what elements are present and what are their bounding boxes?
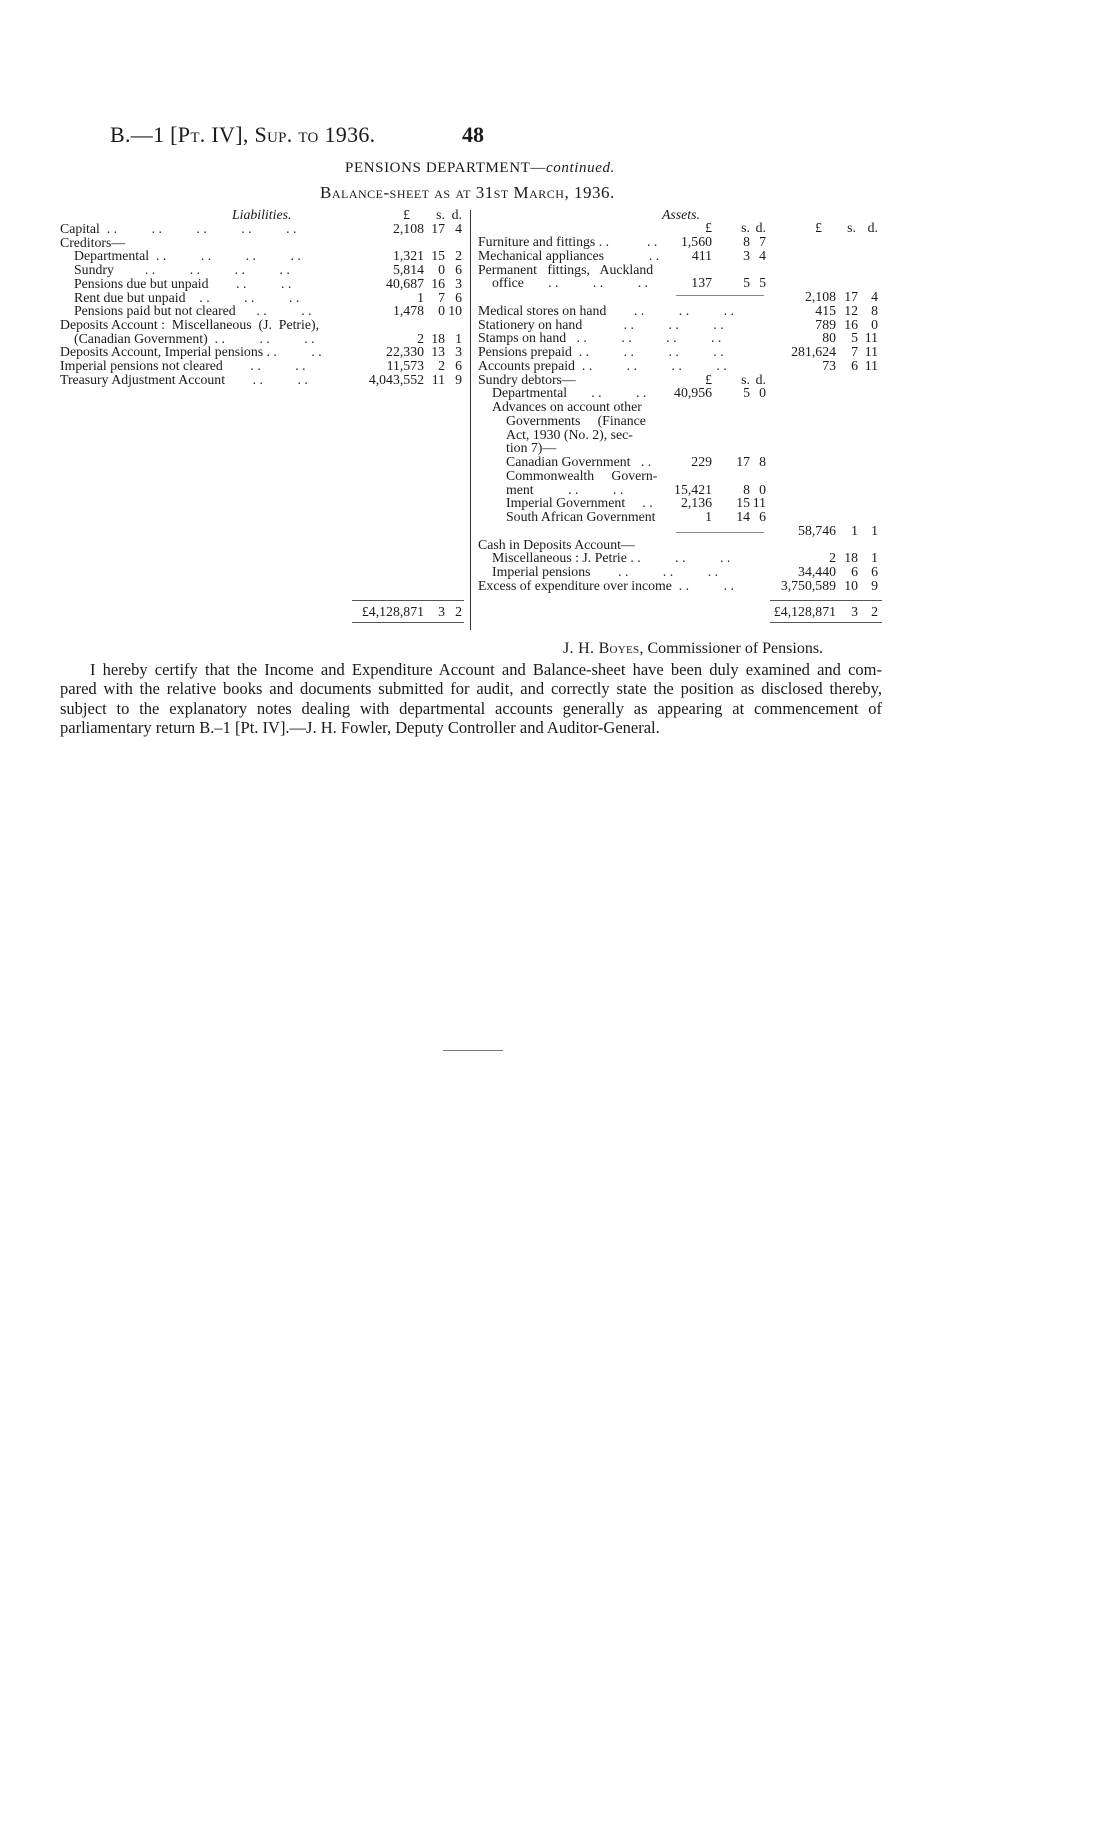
assets-outer-pence: 8 [871,302,878,318]
assets-row-label: Departmental . . . . [492,385,647,401]
assets-outer-shillings: 12 [844,302,858,318]
assets-row-label: South African Government [506,509,656,524]
liab-row-label: (Canadian Government) . . . . . . [74,330,315,346]
assets-header-inner-shillings: s. [741,220,750,235]
assets-row-label: Cash in Deposits Account— [478,536,635,552]
liab-row-label: Departmental . . . . . . . . [74,248,301,264]
assets-row-label: Governments (Finance [506,412,646,428]
assets-subtotal-rule-2 [676,532,764,533]
liab-row-label: Creditors— [60,234,126,250]
liab-row-shillings: 18 [431,330,445,346]
liab-row-label: Deposits Account : Miscellaneous (J. Petrie), [60,316,320,332]
assets-row-label: Advances on account other [492,399,642,414]
assets-inner-pounds: £ [705,371,712,387]
assets-inner-pounds: 1 [705,509,712,524]
liab-row-pounds: 1 [417,289,424,305]
assets-header-inner-pounds: £ [705,220,712,235]
assets-inner-pounds: 2,136 [680,495,712,511]
assets-total-pounds: £4,128,871 [773,604,836,619]
assets-inner-pounds: 411 [691,247,712,263]
liab-row-pence: 6 [455,289,462,305]
assets-inner-pounds: 1,560 [680,234,712,249]
assets-row-label: Canadian Government . . [506,454,652,469]
liab-row-label: Rent due but unpaid . . . . . . [74,289,300,305]
liabilities-heading: Liabilities. [232,207,292,222]
liab-header-pounds: £ [403,207,410,222]
liab-row-pence: 9 [455,371,462,387]
liab-row-pounds: 11,573 [386,358,424,373]
liab-row-label: Treasury Adjustment Account . . . . [60,371,308,387]
liab-row-pence: 1 [455,330,462,346]
assets-header-outer-pence: d. [867,220,878,235]
assets-inner-pence: d. [755,371,766,387]
assets-outer-pence: 4 [871,289,878,304]
assets-inner-pounds: 229 [691,454,712,469]
assets-inner-shillings: 5 [743,385,750,401]
assets-row-label: Accounts prepaid . . . . . . . . [478,357,727,373]
assets-row-label: Permanent fittings, Auckland [478,261,654,277]
assets-inner-pounds: 40,956 [674,385,712,401]
assets-outer-shillings: 7 [851,344,858,359]
assets-total-rule-top [770,600,882,601]
liab-row-pounds: 40,687 [386,275,424,291]
liab-row-label: Deposits Account, Imperial pensions . . . . [60,344,322,360]
assets-row-label: Excess of expenditure over income . . . . [478,577,734,593]
assets-outer-pence: 0 [871,316,878,332]
liab-row-shillings: 16 [431,275,445,291]
assets-inner-shillings: 15 [736,495,750,511]
assets-row-label: Medical stores on hand . . . . . . [478,302,734,318]
assets-subtotal-rule-1 [676,295,764,296]
assets-inner-pounds: 15,421 [674,481,712,497]
liab-total-pence: 2 [455,604,462,619]
assets-outer-shillings: 16 [844,316,858,332]
assets-row-label: ment . . . . [506,481,624,497]
liab-row-pounds: 4,043,552 [368,371,424,387]
certificate-line: subject to the explanatory notes dealing with departmental accounts generally as appearing at commencement of [60,698,882,718]
liab-total-shillings: 3 [438,604,445,619]
liab-row-pence: 6 [455,262,462,278]
liab-total-rule-top [352,600,464,601]
liab-row-label: Pensions due but unpaid . . . . [74,275,292,291]
assets-outer-pence: 9 [871,577,878,593]
liab-total-rule-bottom [352,622,464,623]
liab-row-shillings: 11 [431,371,445,387]
assets-row-label: office . . . . . . [492,275,649,291]
assets-inner-pence: 4 [759,247,766,263]
assets-inner-pence: 11 [752,495,766,511]
assets-inner-shillings: 8 [743,234,750,249]
assets-outer-pounds: 415 [815,302,836,318]
column-divider [470,210,471,630]
liab-row-pence: 6 [455,358,462,373]
liab-row-pence: 4 [455,221,462,236]
liab-header-pence: d. [451,207,462,222]
assets-header-inner-pence: d. [755,220,766,235]
liab-row-pounds: 1,321 [392,248,424,264]
assets-total-pence: 2 [871,604,878,619]
assets-outer-pounds: 73 [822,357,836,373]
assets-header-outer-pounds: £ [815,220,822,235]
assets-inner-pence: 0 [759,481,766,497]
assets-inner-shillings: 8 [743,481,750,497]
liab-row-pounds: 1,478 [392,303,424,319]
liab-row-pence: 3 [455,344,462,360]
liab-row-pence: 2 [455,248,462,264]
liab-header-shillings: s. [436,207,445,222]
assets-outer-pence: 1 [871,522,878,538]
liab-row-pounds: 2 [417,330,424,346]
assets-row-label: tion 7)— [506,440,557,456]
liab-row-pounds: 2,108 [392,221,424,236]
document-reference: B.—1 [Pt. IV], Sup. to 1936. [110,122,376,147]
assets-row-label: Mechanical appliances . . [478,247,660,263]
assets-inner-shillings: 17 [736,454,750,469]
signature-line [563,640,823,658]
liab-row-shillings: 7 [438,289,445,305]
assets-inner-pence: 8 [759,454,766,469]
assets-outer-shillings: 10 [844,577,858,593]
assets-outer-pounds: 2 [829,550,836,566]
liab-row-label: Capital . . . . . . . . . . [60,221,297,236]
liab-row-shillings: 0 [438,303,445,319]
page-number: 48 [462,122,484,147]
assets-outer-shillings: 18 [844,550,858,566]
liab-row-label: Imperial pensions not cleared . . . . [60,358,306,373]
assets-outer-pence: 11 [864,330,878,346]
assets-inner-pounds: 137 [691,275,712,291]
assets-outer-shillings: 6 [851,357,858,373]
assets-outer-pounds: 58,746 [798,522,836,538]
assets-row-label: Imperial Government . . [506,495,653,511]
assets-total-rule-bottom [770,622,882,623]
liab-row-label: Pensions paid but not cleared . . . . [74,303,312,319]
certificate-line: parliamentary return B.–1 [Pt. IV].—J. H. Fowler, Deputy Controller and Auditor-General. [60,718,660,738]
liab-row-pence: 10 [448,303,462,319]
footer-rule [443,1050,503,1051]
assets-header-outer-shillings: s. [847,220,856,235]
department-title: PENSIONS DEPARTMENT— [345,160,546,176]
liab-row-pence: 3 [455,275,462,291]
section-title [345,160,615,177]
assets-inner-pence: 7 [759,234,766,249]
liab-row-shillings: 2 [438,358,445,373]
liab-row-shillings: 13 [431,344,445,360]
liab-row-shillings: 15 [431,248,445,264]
liab-row-shillings: 0 [438,262,445,278]
assets-outer-pence: 1 [871,550,878,566]
assets-outer-shillings: 5 [851,330,858,346]
liab-total-pounds: £4,128,871 [361,604,424,619]
assets-inner-shillings: 14 [736,509,750,524]
assets-outer-shillings: 6 [851,564,858,579]
assets-outer-pounds: 789 [815,316,836,332]
assets-inner-shillings: 5 [743,275,750,291]
signatory-name: J. H. Boyes [563,640,640,657]
assets-inner-pence: 6 [759,509,766,524]
liab-row-label: Sundry . . . . . . . . [74,262,290,278]
liab-row-pounds: 5,814 [392,262,424,278]
assets-outer-pounds: 3,750,589 [780,577,836,593]
assets-outer-shillings: 1 [851,522,858,538]
assets-outer-pounds: 281,624 [791,344,836,359]
assets-outer-pence: 11 [864,344,878,359]
assets-outer-pounds: 34,440 [798,564,836,579]
assets-row-label: Stationery on hand . . . . . . [478,316,724,332]
assets-heading: Assets. [662,207,700,222]
assets-inner-shillings: s. [741,371,750,387]
balance-sheet-title: Balance-sheet as at 31st March, 1936. [320,183,615,202]
assets-outer-pounds: 2,108 [804,289,836,304]
assets-outer-shillings: 17 [844,289,858,304]
assets-row-label: Stamps on hand . . . . . . . . [478,330,722,346]
assets-row-label: Commonwealth Govern- [506,467,658,483]
certificate-line: pared with the relative books and documents submitted for audit, and correctly state the position as disclosed thereby, [60,679,882,699]
assets-row-label: Furniture and fittings . . . . [478,234,658,249]
assets-inner-shillings: 3 [743,247,750,263]
certificate-line: I hereby certify that the Income and Expenditure Account and Balance-sheet have been duly examined and com- [90,660,882,679]
continued-label: continued. [546,160,615,176]
assets-row-label: Pensions prepaid . . . . . . . . [478,344,724,359]
liab-row-shillings: 17 [431,221,445,236]
assets-row-label: Sundry debtors— [478,371,576,387]
assets-row-label: Act, 1930 (No. 2), sec- [506,426,633,442]
assets-row-label: Imperial pensions . . . . . . [492,564,719,579]
signatory-title: , Commissioner of Pensions. [639,640,824,657]
assets-outer-pence: 6 [871,564,878,579]
assets-row-label: Miscellaneous : J. Petrie . . . . . . [492,550,731,566]
assets-outer-pounds: 80 [822,330,836,346]
assets-inner-pence: 0 [759,385,766,401]
assets-outer-pence: 11 [864,357,878,373]
liab-row-pounds: 22,330 [386,344,424,360]
assets-inner-pence: 5 [759,275,766,291]
assets-total-shillings: 3 [851,604,858,619]
audit-certificate [60,660,882,738]
